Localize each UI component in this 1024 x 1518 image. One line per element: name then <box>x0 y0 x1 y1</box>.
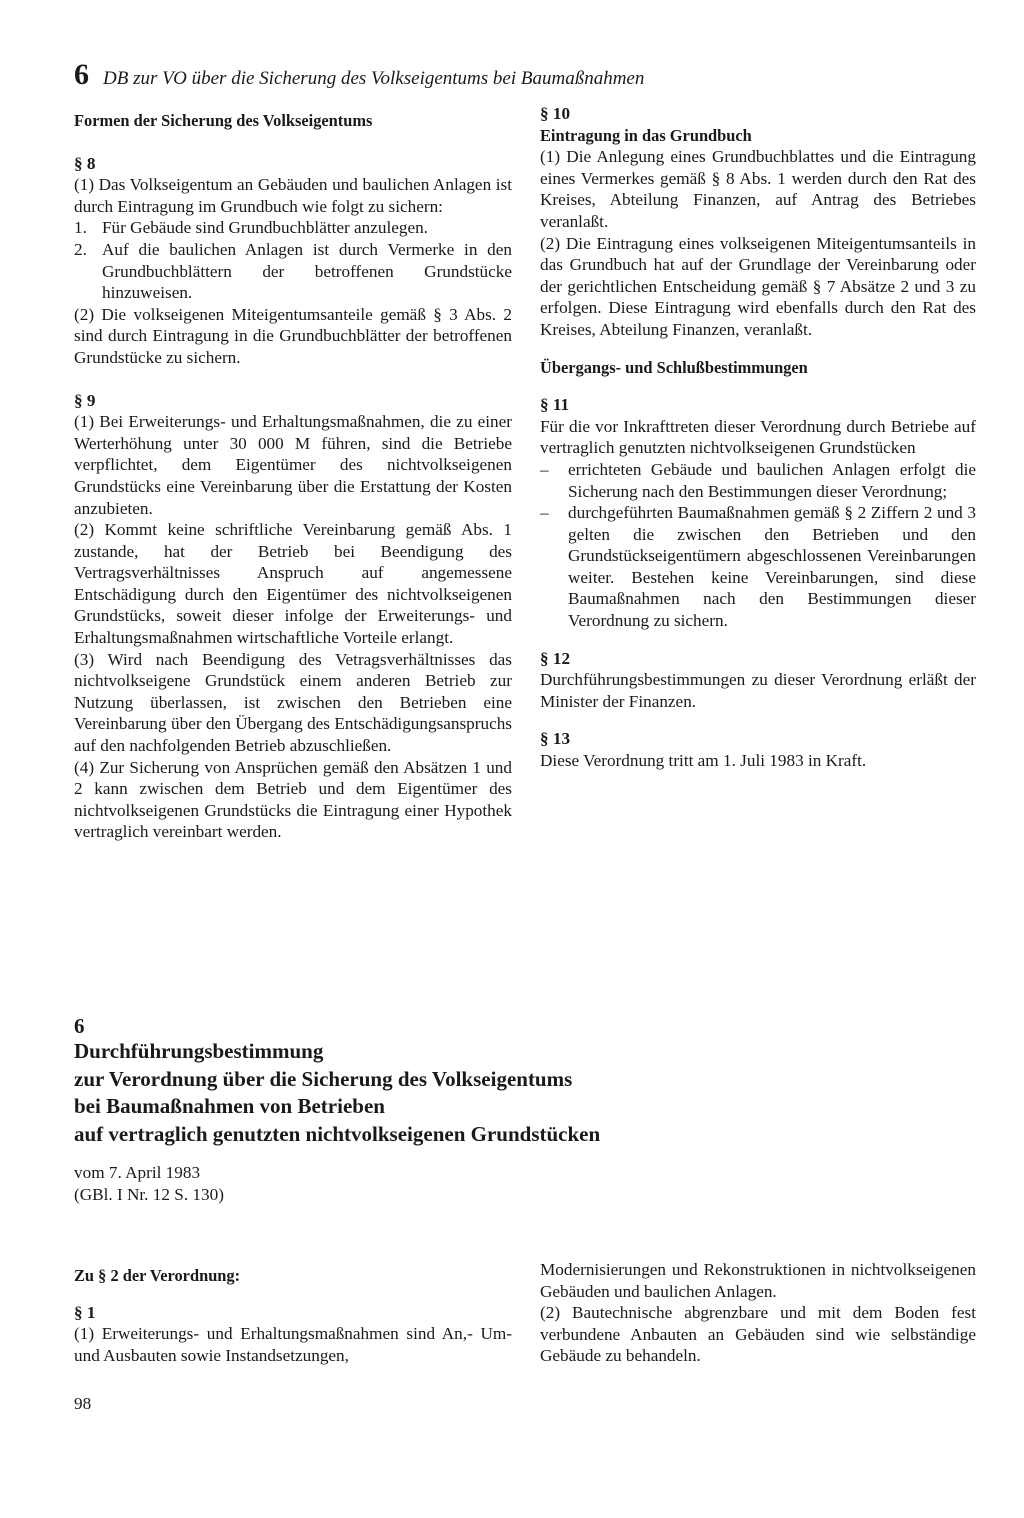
paragraph-mark-9: § 9 <box>74 390 96 410</box>
list-item <box>74 239 512 304</box>
section-6-number: 6 <box>74 1014 85 1038</box>
list-item-text: Für Gebäude sind Grundbuchblätter anzulegen. <box>102 218 428 238</box>
s9-p3: (3) Wird nach Beendigung des Vetragsverhältnisses das nichtvolkseigene Grundstück einem anderen Betrieb zur Nutzung überlassen, ist zwischen den Betrieben eine Vereinbarung über den Übergang des Entschädigungsanspruchs auf den nachfolgenden Betrieb abzuschließen. <box>74 649 512 756</box>
s11-list <box>540 459 976 632</box>
list-marker: 1. <box>74 218 87 238</box>
section-heading-transitional: Übergangs- und Schlußbestimmungen <box>540 357 808 377</box>
s10-p2: (2) Die Eintragung eines volkseigenen Miteigentumsanteils in das Grundbuch hat auf der Grundlage der Vereinbarung oder der gerichtlichen Entscheidung gemäß § 7 Absätze 2 und 3 zu erfolgen. Diese Eintragung wird ebenfalls durch den Rat des Kreises, Abteilung Finanzen, veranlaßt. <box>540 233 976 339</box>
db-s1-p1: (1) Erweiterungs- und Erhaltungsmaßnahmen sind An,- Um- und Ausbauten sowie Instandsetzungen, <box>74 1324 512 1365</box>
section-6-title-line: Durchführungsbestimmung <box>74 1039 324 1063</box>
s10-p1: (1) Die Anlegung eines Grundbuchblattes und die Eintragung eines Vermerkes gemäß § 8 Abs. 1 werden durch den Rat des Kreises, Abteilung Finanzen, auf Antrag des Betriebes veranlaßt. <box>540 147 976 231</box>
page-number: 98 <box>74 1394 92 1413</box>
section-6-meta <box>74 1162 974 1205</box>
list-item <box>74 217 512 239</box>
s8-p1-intro: (1) Das Volkseigentum an Gebäuden und baulichen Anlagen ist durch Eintragung im Grundbuch wie folgt zu sichern: <box>74 175 512 216</box>
db-s1-p2: (2) Bautechnische abgrenzbare und mit dem Boden fest verbundene Anbauten an Gebäuden sind wie selbständige Gebäude zu behandeln. <box>540 1303 976 1366</box>
paragraph-mark-10: § 10 <box>540 104 571 123</box>
s9-p4: (4) Zur Sicherung von Ansprüchen gemäß den Absätzen 1 und 2 kann zwischen dem Betrieb und dem Eigentümer des nichtvolkseigenen Grundstücks die Eintragung einer Hypothek vertraglich vereinbart werden. <box>74 757 512 842</box>
paragraph-mark-11: § 11 <box>540 395 570 415</box>
list-item-text: errichteten Gebäude und baulichen Anlagen erfolgt die Sicherung nach den Bestimmungen dieser Verordnung; <box>568 459 976 501</box>
list-item <box>540 459 976 502</box>
list-marker: – <box>540 503 549 523</box>
list-item <box>540 502 976 632</box>
section-6-date: vom 7. April 1983 <box>74 1163 201 1182</box>
s10-title: Eintragung in das Grundbuch <box>540 125 752 145</box>
section-6-source: (GBl. I Nr. 12 S. 130) <box>74 1184 224 1204</box>
s9-p1: (1) Bei Erweiterungs- und Erhaltungsmaßnahmen, die zu einer Werterhöhung unter 30 000 M führen, sind die Betriebe verpflichtet, dem Eigentümer des nichtvolkseigenen Grundstücks eine Vereinbarung über die Erstattung der Kosten anzubieten. <box>74 412 512 518</box>
paragraph-mark-8: § 8 <box>74 153 96 173</box>
chapter-number: 6 <box>74 58 89 91</box>
list-item-text: Auf die baulichen Anlagen ist durch Vermerke in den Grundbuchblättern der betroffenen Grundstücke hinzuweisen. <box>102 239 512 303</box>
running-header <box>74 58 644 92</box>
right-column <box>540 103 976 772</box>
section-6-title-line: auf vertraglich genutzten nichtvolkseigenen Grundstücken <box>74 1121 601 1146</box>
paragraph-mark-12: § 12 <box>540 648 571 668</box>
list-item-text: durchgeführten Baumaßnahmen gemäß § 2 Ziffern 2 und 3 gelten die zwischen den Betrieben und den Grundstückseigentümern abgeschlossenen Vereinbarungen weiter. Bestehen keine Vereinbarungen, sind diese Baumaßnahmen nach den Bestimmungen dieser Verordnung zu sichern. <box>568 503 976 631</box>
s8-p2: (2) Die volkseigenen Miteigentumsanteile gemäß § 3 Abs. 2 sind durch Eintragung in die Grundbuchblätter der betroffenen Grundstücke zu sichern. <box>74 304 512 367</box>
subsection-heading-zu-2: Zu § 2 der Verordnung: <box>74 1266 241 1285</box>
bottom-right-column <box>540 1259 976 1367</box>
section-heading-forms: Formen der Sicherung des Volkseigentums <box>74 111 373 130</box>
paragraph-mark-13: § 13 <box>540 729 571 749</box>
s9-p2: (2) Kommt keine schriftliche Vereinbarung gemäß Abs. 1 zustande, hat der Betrieb bei Beendigung des Vertragsverhältnisses Anspruch auf angemessene Entschädigung durch den Eigentümer des nichtvolkseigenen Grundstücks, soweit dieser infolge der Erweiterungs- und Erhaltungsmaßnahmen wirtschaftliche Vorteile erlangt. <box>74 520 512 648</box>
s11-intro: Für die vor Inkrafttreten dieser Verordnung durch Betriebe auf vertraglich genutzten nichtvolkseigenen Grundstücken <box>540 416 976 458</box>
s13-text: Diese Verordnung tritt am 1. Juli 1983 in Kraft. <box>540 751 867 771</box>
s8-list <box>74 217 512 303</box>
db-s1-p1-continued: Modernisierungen und Rekonstruktionen in nichtvolkseigenen Gebäuden und baulichen Anlagen. <box>540 1260 976 1301</box>
section-6-title-line: bei Baumaßnahmen von Betrieben <box>74 1094 385 1118</box>
running-title: DB zur VO über die Sicherung des Volkseigentums bei Baumaßnahmen <box>103 68 645 89</box>
section-6-block <box>74 1014 974 1205</box>
list-marker: – <box>540 459 549 479</box>
section-6-title-line: zur Verordnung über die Sicherung des Volkseigentums <box>74 1066 573 1091</box>
s12-text: Durchführungsbestimmungen zu dieser Verordnung erläßt der Minister der Finanzen. <box>540 670 976 711</box>
bottom-left-column <box>74 1265 512 1366</box>
list-marker: 2. <box>74 239 87 259</box>
left-column <box>74 110 512 843</box>
paragraph-mark-1: § 1 <box>74 1302 96 1322</box>
